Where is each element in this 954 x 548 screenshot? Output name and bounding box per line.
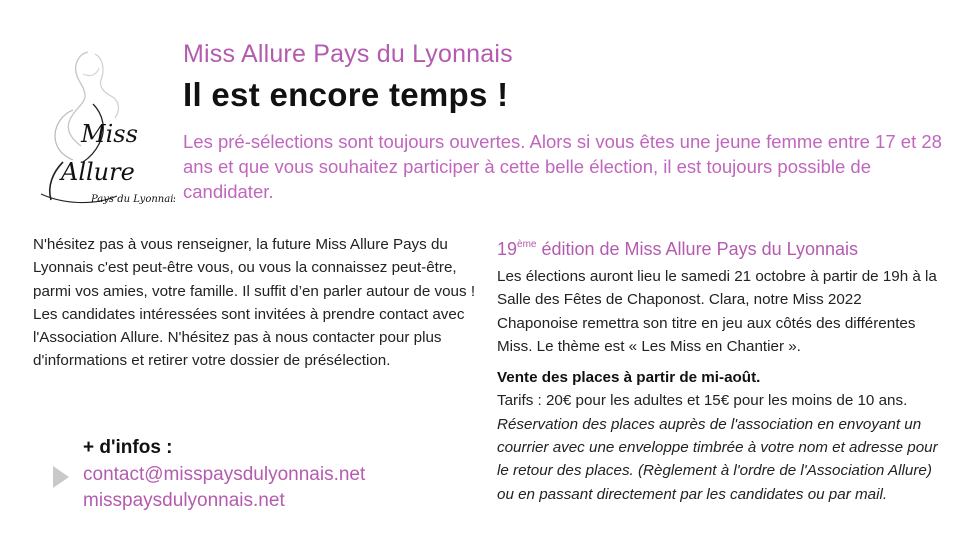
info-paragraph-2: Les candidates intéressées sont invitées à prendre contact avec l'Association Allure. N'hésitez pas à nous contacter pour plus d'informations et retirer votre dossier de présélection. (33, 305, 465, 370)
right-column (497, 233, 942, 506)
edition-title-rest: édition de Miss Allure Pays du Lyonnais (536, 239, 858, 259)
logo-silhouette-icon (33, 44, 175, 209)
ticket-info (497, 389, 942, 505)
intro-paragraph: Les pré-sélections sont toujours ouvertes. Alors si vous êtes une jeune femme entre 17 et 28 ans et que vous souhaitez participer à cette belle élection, il est toujours possible de candidater. (183, 131, 942, 202)
event-details: Les élections auront lieu le samedi 21 octobre à partir de 19h à la Salle des Fêtes de Chaponost. Clara, notre Miss 2022 Chaponoise remettra son titre en jeu aux côtés des différentes Miss. Le thème est « Les Miss en Chantier ». (497, 268, 937, 355)
ticket-sale-title: Vente des places à partir de mi-août. (497, 369, 761, 387)
brand-title: Miss Allure Pays du Lyonnais (183, 40, 513, 68)
reservation-text: Réservation des places auprès de l'association en envoyant un courrier avec une enveloppe timbrée à votre nom et adresse pour le retour des places. (Règlement à l'ordre de l'Association Allure) ou en passant directement par les candidates ou par mail. (497, 415, 938, 503)
left-column (33, 233, 478, 373)
logo-text-region: Pays du Lyonnais (91, 194, 175, 205)
infos-title: + d'infos : (83, 437, 173, 458)
play-triangle-icon (53, 466, 69, 488)
edition-title (497, 233, 942, 261)
tarifs-text: Tarifs : 20€ pour les adultes et 15€ pour les moins de 10 ans. (497, 392, 908, 410)
logo-text-allure: Allure (61, 158, 135, 186)
website-link[interactable]: misspaysdulyonnais.net (83, 490, 285, 511)
edition-number: 19 (497, 239, 518, 259)
contact-email-link[interactable]: contact@misspaysdulyonnais.net (83, 464, 366, 485)
page-headline: Il est encore temps ! (183, 76, 509, 113)
edition-suffix: ème (517, 239, 537, 250)
miss-allure-logo (33, 44, 175, 209)
logo-text-miss: Miss (81, 120, 138, 148)
info-paragraph-1: N'hésitez pas à vous renseigner, la future Miss Allure Pays du Lyonnais c'est peut-être vous, ou vous la connaissez peut-être, parmi vos amies, votre famille. Il suffit d’en parler autour de vous ! (33, 236, 476, 300)
